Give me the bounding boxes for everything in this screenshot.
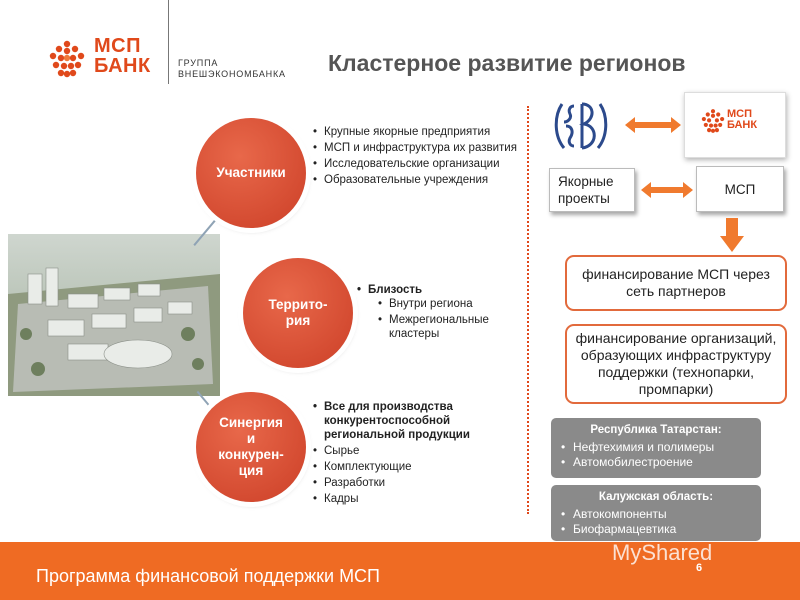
msp-card-line-2: БАНК — [727, 119, 758, 131]
region-item: • Нефтехимия и полимеры — [561, 440, 751, 455]
territory-list — [357, 283, 517, 343]
city-model-photo — [8, 234, 220, 396]
list-item: • Кадры — [313, 492, 527, 506]
financing-infrastructure-box: финансирование организаций, образующих инфраструктуру поддержки (технопарки, промпарки) — [565, 324, 787, 404]
msp-box: МСП — [696, 166, 784, 212]
anchor-projects-box: Якорные проекты — [549, 168, 635, 212]
financing-partners-box: финансирование МСП через сеть партнеров — [565, 255, 787, 311]
synergy-circle — [196, 392, 306, 502]
list-item: • Разработки — [313, 476, 527, 490]
region-box-kaluga — [551, 485, 761, 541]
double-arrow-icon — [641, 181, 693, 199]
list-item: • Внутри региона — [378, 297, 517, 311]
header-divider — [168, 0, 169, 84]
region-name: Республика Татарстан: — [590, 424, 722, 436]
footer-text: Программа финансовой поддержки МСП — [36, 566, 380, 586]
territory-circle — [243, 258, 353, 368]
participants-list — [313, 125, 527, 189]
double-arrow-icon — [625, 116, 681, 134]
msp-bank-logo-icon — [698, 106, 728, 136]
list-item: • МСП и инфраструктура их развития — [313, 141, 527, 155]
down-arrow-icon — [720, 218, 744, 252]
region-item: • Биофармацевтика — [561, 522, 751, 537]
region-box-tatarstan — [551, 418, 761, 478]
list-item: • Комплектующие — [313, 460, 527, 474]
list-item: • Межрегиональные кластеры — [378, 313, 517, 341]
watermark: MyShared — [612, 540, 713, 565]
dotted-divider — [527, 106, 529, 514]
participants-circle — [196, 118, 306, 228]
list-item: • Крупные якорные предприятия — [313, 125, 527, 139]
msp-card-line-1: МСП — [727, 108, 753, 120]
veb-logo-icon — [552, 96, 610, 154]
group-line-2: ВНЕШЭКОНОМБАНКА — [178, 69, 286, 79]
synergy-list — [313, 400, 527, 508]
list-head — [357, 283, 517, 341]
msp-bank-logo-icon — [44, 36, 90, 82]
circle-label: Участники — [216, 165, 286, 180]
page-number: 6 — [696, 562, 703, 574]
group-line-1: ГРУППА — [178, 58, 219, 68]
msp-card-label — [727, 109, 757, 131]
list-item: • Сырье — [313, 444, 527, 458]
list-item: • Исследовательские организации — [313, 157, 527, 171]
region-name: Калужская область: — [598, 491, 714, 503]
circle-label: Террито- рия — [268, 297, 328, 328]
msp-bank-logo-text — [94, 36, 151, 76]
logo-line-2: БАНК — [94, 55, 151, 77]
logo-line-1: МСП — [94, 35, 141, 57]
region-item: • Автокомпоненты — [561, 507, 751, 522]
list-head-text: Близость — [368, 284, 423, 296]
region-item: • Автомобилестроение — [561, 455, 751, 470]
group-caption — [178, 58, 286, 80]
list-item: • Образовательные учреждения — [313, 173, 527, 187]
circle-label: Синергия и конкурен- ция — [218, 415, 284, 478]
slide-title: Кластерное развитие регионов — [328, 50, 686, 76]
list-head: • Все для производства конкурентоспособной региональной продукции — [313, 400, 527, 442]
